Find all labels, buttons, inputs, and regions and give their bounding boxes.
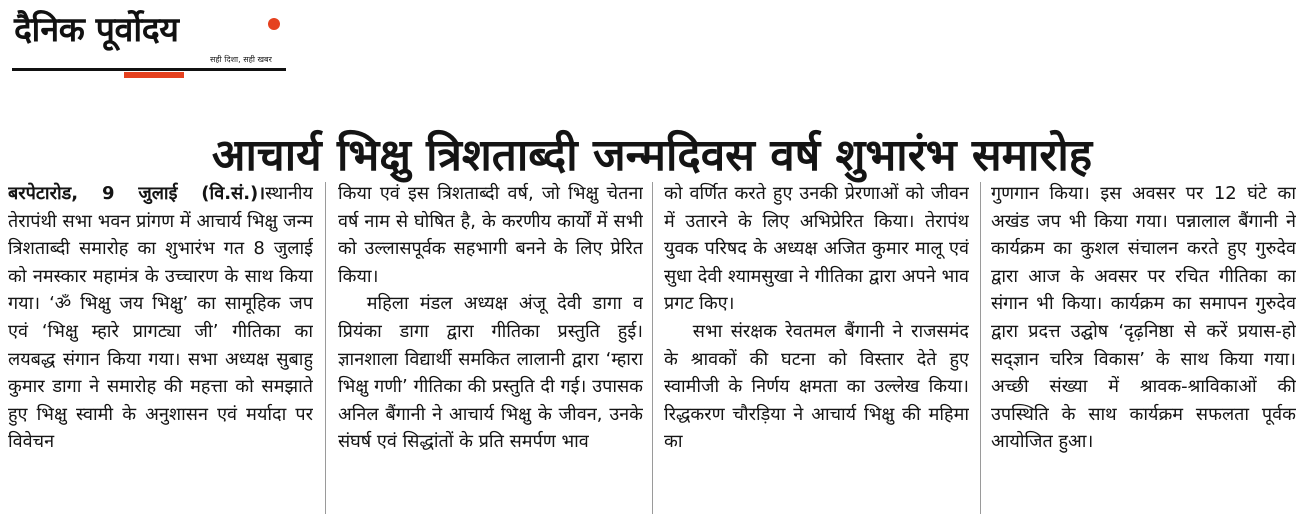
article-body bbox=[0, 180, 1304, 520]
column-1-text: स्थानीय तेरापंथी सभा भवन प्रांगण में आचार्य भिक्षु जन्म त्रिशताब्दी समारोह का शुभारंभ गत 8 जुलाई को नमस्कार महामंत्र के उच्चारण के साथ किया गया। ‘ॐ भिक्षु जय भिक्षु’ का सामूहिक जप एवं ‘भिक्षु म्हारे प्रागट्या जी’ गीतिका का लयबद्ध संगान किया गया। सभा अध्यक्ष सुबाहु कुमार डागा ने समारोह की महत्ता को समझाते हुए भिक्षु स्वामी के अनुशासन एवं मर्यादा पर विवेचन bbox=[8, 183, 313, 453]
column-4-paragraph: गुणगान किया। इस अवसर पर 12 घंटे का अखंड जप भी किया गया। पन्नालाल बैंगानी ने कार्यक्रम का कुशल संचालन करते हुए गुरुदेव द्वारा आज के अवसर पर रचित गीतिका का संगान भी किया। कार्यक्रम का समापन गुरुदेव द्वारा प्रदत्त उद्घोष ‘दृढ़निष्ठा से करें प्रयास-हो सद्ज्ञान चरित्र विकास’ के साथ किया गया। अच्छी संख्या में श्रावक-श्राविकाओं की उपस्थिति के साथ कार्यक्रम सफलता पूर्वक आयोजित हुआ। bbox=[991, 183, 1296, 453]
column-3-paragraph-1: को वर्णित करते हुए उनकी प्रेरणाओं को जीवन में उतारने के लिए अभिप्रेरित किया। तेरापंथ युवक परिषद के अध्यक्ष अजित कुमार मालू एवं सुधा देवी श्यामसुखा ने गीतिका द्वारा अपने भाव प्रगट किए। bbox=[664, 183, 969, 315]
masthead-tagline: सही दिशा, सही खबर bbox=[210, 55, 272, 64]
masthead-logo-title: दैनिक पूर्वोदय bbox=[14, 10, 179, 50]
masthead-logo-dot bbox=[268, 18, 280, 30]
column-1-paragraph bbox=[8, 180, 313, 456]
article-column-1 bbox=[8, 180, 313, 516]
article-headline: आचार्य भिक्षु त्रिशताब्दी जन्मदिवस वर्ष शुभारंभ समारोह bbox=[211, 130, 1093, 182]
column-divider bbox=[325, 182, 326, 514]
article-column-3 bbox=[664, 180, 969, 516]
article-dateline: बरपेटारोड, 9 जुलाई (वि.सं.)। bbox=[8, 183, 266, 204]
column-3-paragraph-2: सभा संरक्षक रेवतमल बैंगानी ने राजसमंद के श्रावकों की घटना को विस्तार देते हुए स्वामीजी के निर्णय क्षमता का उल्लेख किया। रिद्धकरण चौरड़िया ने आचार्य भिक्षु की महिमा का bbox=[664, 320, 969, 453]
article-column-4 bbox=[991, 180, 1296, 516]
column-2-paragraph-1: किया एवं इस त्रिशताब्दी वर्ष, जो भिक्षु चेतना वर्ष नाम से घोषित है, के करणीय कार्यों में सभी को उल्लासपूर्वक सहभागी बनने के लिए प्रेरित किया। bbox=[338, 183, 643, 287]
column-2-paragraph-2: महिला मंडल अध्यक्ष अंजू देवी डागा व प्रियंका डागा द्वारा गीतिका प्रस्तुति हुई। ज्ञानशाला विद्यार्थी समकित लालानी द्वारा ‘म्हारा भिक्षु गणी’ गीतिका की प्रस्तुति दी गई। उपासक अनिल बैंगानी ने आचार्य भिक्षु के जीवन, उनके संघर्ष एवं सिद्धांतों के प्रति समर्पण भाव bbox=[338, 293, 643, 453]
article-column-2 bbox=[338, 180, 643, 516]
masthead-red-badge bbox=[124, 72, 184, 78]
column-divider bbox=[980, 182, 981, 514]
masthead-underline-rule bbox=[12, 68, 286, 71]
column-divider bbox=[652, 182, 653, 514]
masthead bbox=[12, 8, 286, 72]
